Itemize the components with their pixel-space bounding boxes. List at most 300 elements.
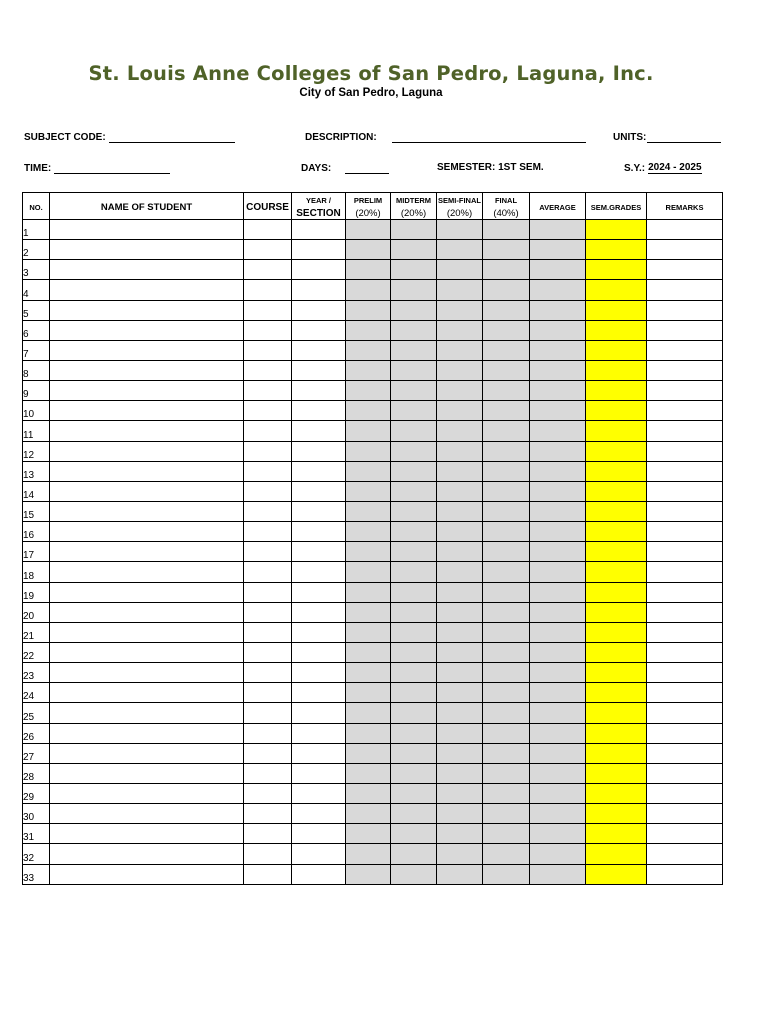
course-cell[interactable] [244,824,292,844]
remarks-cell[interactable] [647,441,723,461]
semifinal-cell[interactable] [437,864,483,884]
prelim-cell[interactable] [346,844,391,864]
student-name-cell[interactable] [50,703,244,723]
average-cell[interactable] [530,804,586,824]
remarks-cell[interactable] [647,240,723,260]
subject-code-field[interactable] [24,131,235,143]
average-cell[interactable] [530,401,586,421]
final-cell[interactable] [483,441,530,461]
midterm-cell[interactable] [391,642,437,662]
average-cell[interactable] [530,300,586,320]
course-cell[interactable] [244,602,292,622]
average-cell[interactable] [530,421,586,441]
sem-grade-cell[interactable] [586,582,647,602]
prelim-cell[interactable] [346,763,391,783]
sem-grade-cell[interactable] [586,381,647,401]
student-name-cell[interactable] [50,522,244,542]
course-cell[interactable] [244,663,292,683]
remarks-cell[interactable] [647,260,723,280]
course-cell[interactable] [244,683,292,703]
average-cell[interactable] [530,220,586,240]
average-cell[interactable] [530,723,586,743]
prelim-cell[interactable] [346,642,391,662]
midterm-cell[interactable] [391,501,437,521]
average-cell[interactable] [530,461,586,481]
average-cell[interactable] [530,783,586,803]
midterm-cell[interactable] [391,542,437,562]
final-cell[interactable] [483,642,530,662]
course-cell[interactable] [244,360,292,380]
prelim-cell[interactable] [346,401,391,421]
semifinal-cell[interactable] [437,421,483,441]
midterm-cell[interactable] [391,240,437,260]
sem-grade-cell[interactable] [586,441,647,461]
midterm-cell[interactable] [391,421,437,441]
student-name-cell[interactable] [50,320,244,340]
final-cell[interactable] [483,804,530,824]
average-cell[interactable] [530,240,586,260]
final-cell[interactable] [483,300,530,320]
course-cell[interactable] [244,723,292,743]
sem-grade-cell[interactable] [586,461,647,481]
course-cell[interactable] [244,864,292,884]
prelim-cell[interactable] [346,280,391,300]
remarks-cell[interactable] [647,562,723,582]
semifinal-cell[interactable] [437,723,483,743]
sem-grade-cell[interactable] [586,683,647,703]
midterm-cell[interactable] [391,300,437,320]
average-cell[interactable] [530,441,586,461]
average-cell[interactable] [530,280,586,300]
prelim-cell[interactable] [346,220,391,240]
semifinal-cell[interactable] [437,663,483,683]
course-cell[interactable] [244,703,292,723]
course-cell[interactable] [244,441,292,461]
sem-grade-cell[interactable] [586,642,647,662]
sem-grade-cell[interactable] [586,320,647,340]
semifinal-cell[interactable] [437,703,483,723]
prelim-cell[interactable] [346,783,391,803]
course-cell[interactable] [244,642,292,662]
remarks-cell[interactable] [647,220,723,240]
average-cell[interactable] [530,763,586,783]
semifinal-cell[interactable] [437,783,483,803]
course-cell[interactable] [244,481,292,501]
sem-grade-cell[interactable] [586,562,647,582]
average-cell[interactable] [530,622,586,642]
remarks-cell[interactable] [647,360,723,380]
course-cell[interactable] [244,340,292,360]
final-cell[interactable] [483,622,530,642]
sem-grade-cell[interactable] [586,260,647,280]
midterm-cell[interactable] [391,663,437,683]
midterm-cell[interactable] [391,481,437,501]
description-field[interactable] [305,131,586,143]
final-cell[interactable] [483,340,530,360]
prelim-cell[interactable] [346,320,391,340]
semifinal-cell[interactable] [437,381,483,401]
final-cell[interactable] [483,562,530,582]
semifinal-cell[interactable] [437,320,483,340]
year-section-cell[interactable] [292,280,346,300]
midterm-cell[interactable] [391,260,437,280]
final-cell[interactable] [483,723,530,743]
course-cell[interactable] [244,582,292,602]
student-name-cell[interactable] [50,421,244,441]
remarks-cell[interactable] [647,501,723,521]
average-cell[interactable] [530,824,586,844]
prelim-cell[interactable] [346,804,391,824]
average-cell[interactable] [530,481,586,501]
semifinal-cell[interactable] [437,824,483,844]
sem-grade-cell[interactable] [586,763,647,783]
year-section-cell[interactable] [292,663,346,683]
average-cell[interactable] [530,260,586,280]
sem-grade-cell[interactable] [586,340,647,360]
final-cell[interactable] [483,844,530,864]
year-section-cell[interactable] [292,320,346,340]
semifinal-cell[interactable] [437,844,483,864]
sem-grade-cell[interactable] [586,703,647,723]
remarks-cell[interactable] [647,300,723,320]
student-name-cell[interactable] [50,602,244,622]
midterm-cell[interactable] [391,582,437,602]
prelim-cell[interactable] [346,461,391,481]
student-name-cell[interactable] [50,663,244,683]
average-cell[interactable] [530,340,586,360]
prelim-cell[interactable] [346,703,391,723]
midterm-cell[interactable] [391,280,437,300]
final-cell[interactable] [483,280,530,300]
final-cell[interactable] [483,683,530,703]
midterm-cell[interactable] [391,783,437,803]
prelim-cell[interactable] [346,723,391,743]
prelim-cell[interactable] [346,421,391,441]
midterm-cell[interactable] [391,401,437,421]
remarks-cell[interactable] [647,542,723,562]
course-cell[interactable] [244,240,292,260]
course-cell[interactable] [244,320,292,340]
prelim-cell[interactable] [346,360,391,380]
semifinal-cell[interactable] [437,602,483,622]
year-section-cell[interactable] [292,703,346,723]
student-name-cell[interactable] [50,622,244,642]
semifinal-cell[interactable] [437,481,483,501]
midterm-cell[interactable] [391,804,437,824]
year-section-cell[interactable] [292,300,346,320]
midterm-cell[interactable] [391,723,437,743]
prelim-cell[interactable] [346,663,391,683]
semifinal-cell[interactable] [437,642,483,662]
final-cell[interactable] [483,522,530,542]
remarks-cell[interactable] [647,824,723,844]
average-cell[interactable] [530,542,586,562]
course-cell[interactable] [244,844,292,864]
year-section-cell[interactable] [292,501,346,521]
student-name-cell[interactable] [50,240,244,260]
year-section-cell[interactable] [292,562,346,582]
final-cell[interactable] [483,240,530,260]
midterm-cell[interactable] [391,441,437,461]
remarks-cell[interactable] [647,582,723,602]
sem-grade-cell[interactable] [586,723,647,743]
year-section-cell[interactable] [292,864,346,884]
course-cell[interactable] [244,522,292,542]
course-cell[interactable] [244,260,292,280]
year-section-cell[interactable] [292,260,346,280]
average-cell[interactable] [530,522,586,542]
sem-grade-cell[interactable] [586,542,647,562]
final-cell[interactable] [483,864,530,884]
course-cell[interactable] [244,401,292,421]
midterm-cell[interactable] [391,381,437,401]
student-name-cell[interactable] [50,642,244,662]
average-cell[interactable] [530,320,586,340]
final-cell[interactable] [483,663,530,683]
student-name-cell[interactable] [50,562,244,582]
student-name-cell[interactable] [50,360,244,380]
semifinal-cell[interactable] [437,240,483,260]
course-cell[interactable] [244,763,292,783]
prelim-cell[interactable] [346,824,391,844]
prelim-cell[interactable] [346,340,391,360]
year-section-cell[interactable] [292,461,346,481]
semifinal-cell[interactable] [437,300,483,320]
semifinal-cell[interactable] [437,763,483,783]
prelim-cell[interactable] [346,743,391,763]
sem-grade-cell[interactable] [586,300,647,320]
year-section-cell[interactable] [292,743,346,763]
course-cell[interactable] [244,542,292,562]
final-cell[interactable] [483,421,530,441]
final-cell[interactable] [483,220,530,240]
average-cell[interactable] [530,864,586,884]
student-name-cell[interactable] [50,743,244,763]
final-cell[interactable] [483,320,530,340]
remarks-cell[interactable] [647,602,723,622]
year-section-cell[interactable] [292,602,346,622]
prelim-cell[interactable] [346,864,391,884]
remarks-cell[interactable] [647,723,723,743]
remarks-cell[interactable] [647,642,723,662]
days-field[interactable] [301,162,389,174]
prelim-cell[interactable] [346,300,391,320]
final-cell[interactable] [483,763,530,783]
final-cell[interactable] [483,360,530,380]
average-cell[interactable] [530,663,586,683]
remarks-cell[interactable] [647,844,723,864]
time-line[interactable] [54,162,170,174]
remarks-cell[interactable] [647,743,723,763]
student-name-cell[interactable] [50,804,244,824]
average-cell[interactable] [530,703,586,723]
midterm-cell[interactable] [391,602,437,622]
course-cell[interactable] [244,783,292,803]
remarks-cell[interactable] [647,864,723,884]
sem-grade-cell[interactable] [586,824,647,844]
midterm-cell[interactable] [391,703,437,723]
midterm-cell[interactable] [391,743,437,763]
course-cell[interactable] [244,381,292,401]
remarks-cell[interactable] [647,683,723,703]
description-line[interactable] [392,131,586,143]
final-cell[interactable] [483,743,530,763]
course-cell[interactable] [244,280,292,300]
student-name-cell[interactable] [50,824,244,844]
year-section-cell[interactable] [292,542,346,562]
year-section-cell[interactable] [292,441,346,461]
year-section-cell[interactable] [292,340,346,360]
prelim-cell[interactable] [346,582,391,602]
average-cell[interactable] [530,582,586,602]
course-cell[interactable] [244,461,292,481]
sem-grade-cell[interactable] [586,522,647,542]
sem-grade-cell[interactable] [586,501,647,521]
sem-grade-cell[interactable] [586,622,647,642]
average-cell[interactable] [530,360,586,380]
course-cell[interactable] [244,743,292,763]
course-cell[interactable] [244,804,292,824]
year-section-cell[interactable] [292,360,346,380]
semifinal-cell[interactable] [437,280,483,300]
semifinal-cell[interactable] [437,260,483,280]
student-name-cell[interactable] [50,340,244,360]
student-name-cell[interactable] [50,220,244,240]
semifinal-cell[interactable] [437,582,483,602]
year-section-cell[interactable] [292,763,346,783]
semifinal-cell[interactable] [437,562,483,582]
student-name-cell[interactable] [50,280,244,300]
final-cell[interactable] [483,542,530,562]
subject-code-line[interactable] [109,131,235,143]
semifinal-cell[interactable] [437,441,483,461]
course-cell[interactable] [244,562,292,582]
remarks-cell[interactable] [647,783,723,803]
final-cell[interactable] [483,401,530,421]
remarks-cell[interactable] [647,320,723,340]
midterm-cell[interactable] [391,763,437,783]
final-cell[interactable] [483,582,530,602]
units-field[interactable] [613,131,721,143]
midterm-cell[interactable] [391,220,437,240]
remarks-cell[interactable] [647,280,723,300]
sem-grade-cell[interactable] [586,401,647,421]
semifinal-cell[interactable] [437,340,483,360]
student-name-cell[interactable] [50,441,244,461]
final-cell[interactable] [483,381,530,401]
midterm-cell[interactable] [391,844,437,864]
prelim-cell[interactable] [346,240,391,260]
prelim-cell[interactable] [346,542,391,562]
course-cell[interactable] [244,622,292,642]
remarks-cell[interactable] [647,421,723,441]
student-name-cell[interactable] [50,461,244,481]
midterm-cell[interactable] [391,824,437,844]
year-section-cell[interactable] [292,844,346,864]
prelim-cell[interactable] [346,481,391,501]
prelim-cell[interactable] [346,622,391,642]
student-name-cell[interactable] [50,683,244,703]
prelim-cell[interactable] [346,522,391,542]
prelim-cell[interactable] [346,562,391,582]
student-name-cell[interactable] [50,783,244,803]
final-cell[interactable] [483,824,530,844]
student-name-cell[interactable] [50,844,244,864]
student-name-cell[interactable] [50,542,244,562]
midterm-cell[interactable] [391,360,437,380]
remarks-cell[interactable] [647,522,723,542]
final-cell[interactable] [483,461,530,481]
student-name-cell[interactable] [50,582,244,602]
semifinal-cell[interactable] [437,401,483,421]
prelim-cell[interactable] [346,260,391,280]
sem-grade-cell[interactable] [586,844,647,864]
sem-grade-cell[interactable] [586,804,647,824]
remarks-cell[interactable] [647,622,723,642]
sem-grade-cell[interactable] [586,783,647,803]
prelim-cell[interactable] [346,381,391,401]
sem-grade-cell[interactable] [586,360,647,380]
days-line[interactable] [345,162,389,174]
time-field[interactable] [24,162,170,174]
year-section-cell[interactable] [292,783,346,803]
sem-grade-cell[interactable] [586,743,647,763]
student-name-cell[interactable] [50,763,244,783]
remarks-cell[interactable] [647,461,723,481]
sem-grade-cell[interactable] [586,421,647,441]
year-section-cell[interactable] [292,240,346,260]
midterm-cell[interactable] [391,864,437,884]
remarks-cell[interactable] [647,481,723,501]
semifinal-cell[interactable] [437,501,483,521]
year-section-cell[interactable] [292,683,346,703]
sem-grade-cell[interactable] [586,663,647,683]
average-cell[interactable] [530,642,586,662]
student-name-cell[interactable] [50,300,244,320]
sem-grade-cell[interactable] [586,220,647,240]
final-cell[interactable] [483,783,530,803]
course-cell[interactable] [244,421,292,441]
year-section-cell[interactable] [292,401,346,421]
remarks-cell[interactable] [647,381,723,401]
student-name-cell[interactable] [50,481,244,501]
semifinal-cell[interactable] [437,683,483,703]
semifinal-cell[interactable] [437,743,483,763]
student-name-cell[interactable] [50,260,244,280]
year-section-cell[interactable] [292,582,346,602]
average-cell[interactable] [530,602,586,622]
year-section-cell[interactable] [292,522,346,542]
year-section-cell[interactable] [292,804,346,824]
course-cell[interactable] [244,220,292,240]
course-cell[interactable] [244,300,292,320]
semifinal-cell[interactable] [437,542,483,562]
student-name-cell[interactable] [50,864,244,884]
semifinal-cell[interactable] [437,360,483,380]
year-section-cell[interactable] [292,723,346,743]
average-cell[interactable] [530,683,586,703]
year-section-cell[interactable] [292,220,346,240]
units-line[interactable] [647,131,721,143]
year-section-cell[interactable] [292,642,346,662]
remarks-cell[interactable] [647,340,723,360]
sem-grade-cell[interactable] [586,602,647,622]
student-name-cell[interactable] [50,381,244,401]
sem-grade-cell[interactable] [586,864,647,884]
student-name-cell[interactable] [50,401,244,421]
sem-grade-cell[interactable] [586,240,647,260]
midterm-cell[interactable] [391,683,437,703]
